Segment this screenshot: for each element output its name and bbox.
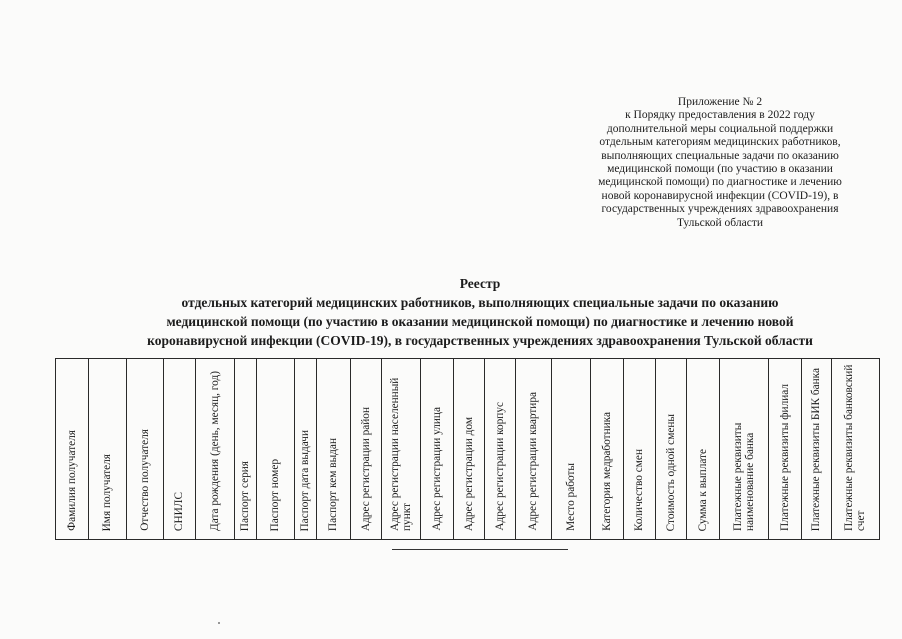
col-header-label: Паспорт серия [239,460,252,531]
title-heading: Реестр [459,276,501,291]
col-header-label: Фамилия получателя [65,430,78,531]
col-header [832,359,880,540]
col-header [591,359,624,540]
col-header [516,359,552,540]
col-header-label: Паспорт кем выдан [327,437,340,531]
col-header-label: Стоимость одной смены [664,413,677,531]
appendix-line: отдельным категориям медицинских работников, [599,136,841,149]
col-header [382,359,421,540]
col-header-label: Место работы [564,463,577,531]
col-header-label: Паспорт номер [269,458,282,531]
col-header [196,359,235,540]
col-header-label: Платежные реквизиты БИК банка [810,367,823,531]
col-header [127,359,164,540]
col-header [351,359,382,540]
col-header-label: Адрес регистрации корпус [493,402,506,531]
col-header-label: Адрес регистрации улица [430,407,443,531]
registry-header-row [56,359,880,540]
col-header [235,359,257,540]
col-header [552,359,591,540]
col-header [257,359,295,540]
col-header-label: Платежные реквизиты наименование банка [731,422,756,531]
registry-table [55,358,880,540]
title-line: отдельных категорий медицинских работников, выполняющих специальные задачи по оказанию [181,295,779,310]
col-header [802,359,832,540]
appendix-line: Приложение № 2 [677,96,763,108]
appendix-line: государственных учреждениях здравоохранения [601,203,839,216]
appendix-line: медицинской помощи (по участию в оказании [607,163,833,176]
col-header [624,359,656,540]
col-header [454,359,485,540]
col-header [485,359,516,540]
col-header-label: Адрес регистрации населенный пункт [388,377,413,531]
appendix-line: медицинской помощи) по диагностике и лечению [598,176,842,189]
col-header-label: Адрес регистрации дом [462,416,475,531]
title-line: коронавирусной инфекции (COVID-19), в государственных учреждениях здравоохранения Тульской области [147,333,813,348]
col-header [421,359,454,540]
col-header [317,359,351,540]
col-header [656,359,687,540]
appendix-line: Тульской области [676,216,763,229]
col-header [56,359,89,540]
col-header [89,359,127,540]
signature-rule [392,549,568,550]
col-header [687,359,720,540]
col-header-label: Адрес регистрации квартира [527,392,540,531]
col-header [720,359,769,540]
col-header [769,359,802,540]
col-header-label: Платежные реквизиты банковский счет [843,364,868,531]
col-header-label: Сумма к выплате [696,448,709,531]
col-header-label: Дата рождения (день, месяц, год) [208,371,221,531]
appendix-line: выполняющих специальные задачи по оказанию [601,149,839,162]
document-title [60,274,900,350]
appendix-line: новой коронавирусной инфекции (COVID-19), в [601,189,839,202]
col-header-label: Отчество получателя [138,429,151,531]
col-header-label: Количество смен [633,448,646,531]
appendix-caption [560,96,880,230]
col-header-label: Категория медработника [600,412,613,531]
col-header-label: Адрес регистрации район [359,406,372,531]
col-header-label: Платежные реквизиты филиал [778,384,791,531]
col-header-label: Имя получателя [101,453,114,531]
col-header-label: СНИЛС [173,491,186,531]
appendix-line: к Порядку предоставления в 2022 году [625,109,815,122]
scan-speck [218,622,220,624]
col-header [295,359,317,540]
title-line: медицинской помощи (по участию в оказании медицинской помощи) по диагностике и лечению новой [166,314,794,329]
appendix-line: дополнительной меры социальной поддержки [606,122,834,135]
col-header-label: Паспорт дата выдачи [299,429,312,531]
col-header [164,359,196,540]
